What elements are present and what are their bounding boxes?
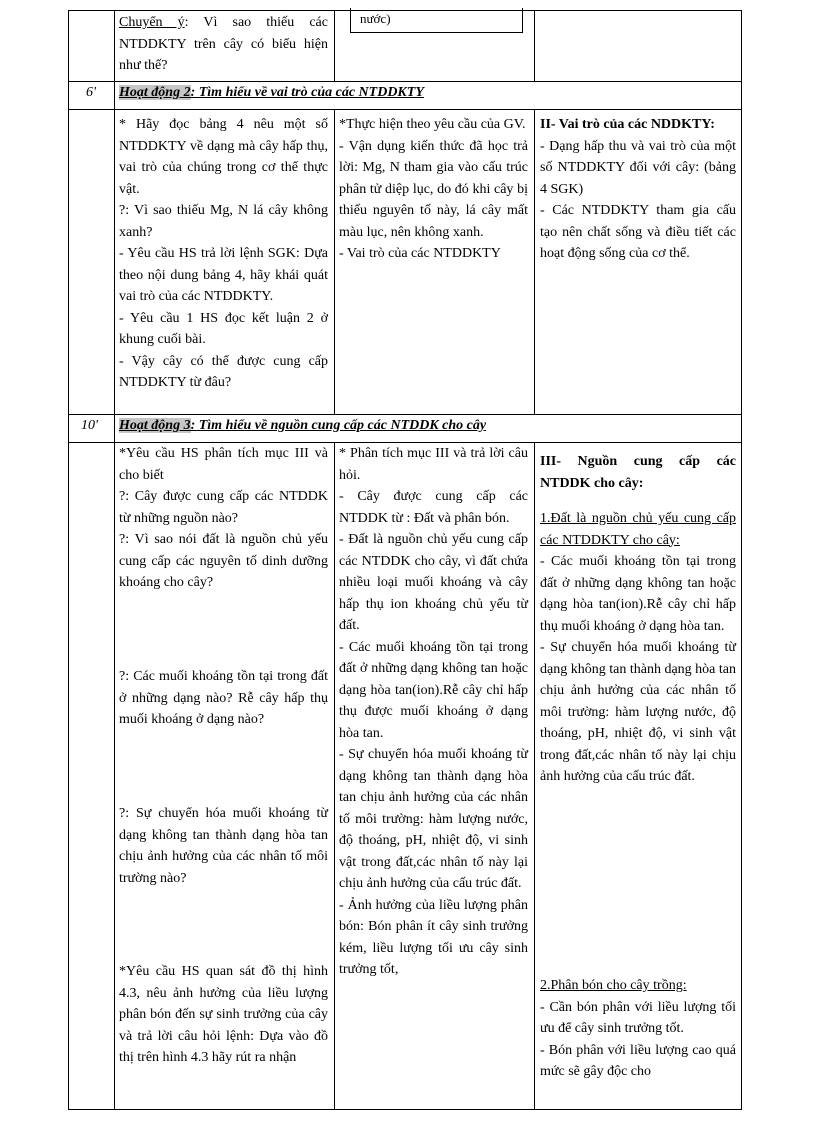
time-label: 6' [86, 85, 96, 100]
column-divider-student [534, 109, 535, 414]
section-title: II- Vai trò của các NDDKTY: [540, 117, 715, 132]
table-border-bottom [68, 1109, 742, 1110]
transition-question [119, 12, 328, 77]
teacher-activity-item: - Yêu cầu HS trả lời lệnh SGK: Dựa theo nội dung bảng 4, hãy khái quát vai trò của các NTDDKTY. [119, 246, 328, 304]
teacher-activity-item: ?: Vì sao thiếu Mg, N lá cây không xanh? [119, 203, 328, 240]
teacher-activity-item: ?: Sự chuyển hóa muối khoáng từ dạng không tan thành dạng hòa tan chịu ảnh hưởng của các nhân tố môi trường nào? [119, 806, 328, 886]
lesson-table [68, 10, 742, 1110]
activity-heading-label: Hoạt động 2 [119, 85, 191, 100]
table-border-left [68, 10, 69, 1110]
student-activity-item: - Các muối khoáng tồn tại trong đất ở những dạng không tan hoặc dạng hòa tan(ion).Rễ cây chỉ hấp thụ được muối khoáng ở dạng hòa tan. [339, 639, 528, 741]
teacher-activity-item: - Vậy cây có thể được cung cấp NTDDKTY từ đâu? [119, 353, 328, 390]
teacher-activity-item: ?: Các muối khoáng tồn tại trong đất ở những dạng nào? Rễ cây hấp thụ muối khoáng ở dạng nào? [119, 669, 328, 727]
column-divider-student [534, 442, 535, 1110]
column-divider-time [114, 10, 115, 1110]
teacher-activity-cell [119, 114, 328, 394]
column-divider-student [534, 10, 535, 81]
row-divider [68, 81, 742, 82]
teacher-activity-item: * Hãy đọc bảng 4 nêu một số NTDDKTY về dạng mà cây hấp thụ, vai trò của chúng trong cơ thể thực vật. [119, 117, 328, 197]
student-answer-box [350, 8, 523, 33]
activity-heading [119, 418, 486, 434]
lesson-content-cell [540, 975, 736, 1083]
teacher-activity-item: *Yêu cầu HS phân tích mục III và cho biết [119, 446, 328, 483]
activity-heading [119, 85, 424, 101]
content-item: - Sự chuyển hóa muối khoáng từ dạng không tan thành dạng hòa tan chịu ảnh hưởng của các nhân tố môi trường: hàm lượng nước, độ thoáng, pH, nhiệt độ, vi sinh vật trong đất,các nhân tố này lại chịu ảnh hưởng của cấu trúc đất. [540, 640, 736, 784]
transition-label: Chuyển ý [119, 15, 185, 30]
student-activity-item: * Phân tích mục III và trả lời câu hỏi. [339, 446, 528, 483]
lesson-content-cell [540, 114, 736, 265]
row-divider [68, 414, 742, 415]
teacher-activity-item: - Yêu cầu 1 HS đọc kết luận 2 ở khung cuối bài. [119, 310, 328, 347]
student-activity-item: - Ảnh hưởng của liều lượng phân bón: Bón phân ít cây sinh trưởng kém, liều lượng tối ưu cây sinh trưởng tốt, [339, 897, 528, 977]
row-divider [68, 109, 742, 110]
student-activity-cell [339, 443, 528, 981]
subsection-title: 2.Phân bón cho cây trồng: [540, 978, 687, 993]
transition-text: : Vì sao thiếu các NTDDKTY trên cây có biểu hiện như thế? [119, 15, 328, 73]
table-border-right [741, 10, 742, 1110]
student-answer-text: nước) [360, 11, 391, 26]
activity-heading-text: : Tìm hiểu về nguồn cung cấp các NTDDK cho cây [190, 418, 487, 433]
column-divider-teacher [334, 442, 335, 1110]
content-item: - Cần bón phân với liều lượng tối ưu để cây sinh trưởng tốt. [540, 999, 736, 1036]
teacher-activity-item: ?: Cây được cung cấp các NTDDK từ những nguồn nào? [119, 489, 328, 526]
content-item: - Các muối khoáng tồn tại trong đất ở những dạng không tan hoặc dạng hòa tan(ion).Rễ cây chỉ hấp thụ muối khoáng ở dạng hòa tan. [540, 554, 736, 634]
content-item: - Bón phân với liều lượng cao quá mức sẽ gây độc cho [540, 1042, 736, 1079]
student-activity-item: - Cây được cung cấp các NTDDK từ : Đất và phân bón. [339, 489, 528, 526]
student-activity-item: *Thực hiện theo yêu cầu của GV. [339, 117, 526, 132]
column-divider-teacher [334, 109, 335, 414]
column-divider-teacher [334, 10, 335, 81]
student-activity-item: - Sự chuyển hóa muối khoáng từ dạng không tan thành dạng hòa tan chịu ảnh hưởng của các nhân tố môi trường: hàm lượng nước, độ thoáng, pH, nhiệt độ, vi sinh vật trong đất,các nhân tố này lại chịu ảnh hưởng của cấu trúc đất. [339, 747, 528, 891]
section-title: III- Nguồn cung cấp các NTDDK cho cây: [540, 454, 736, 491]
activity-heading-label: Hoạt động 3 [119, 418, 191, 433]
activity-heading-text: : Tìm hiểu về vai trò của các NTDDKTY [190, 85, 424, 100]
content-item: - Dạng hấp thu và vai trò của một số NTDDKTY đối với cây: (bảng 4 SGK) [540, 138, 736, 197]
teacher-activity-item: ?: Vì sao nói đất là nguồn chủ yếu cung cấp các nguyên tố dinh dưỡng khoáng cho cây? [119, 532, 328, 590]
student-activity-cell [339, 114, 528, 265]
lesson-content-cell [540, 508, 736, 788]
student-activity-item: - Vận dụng kiến thức đã học trả lời: Mg, N tham gia vào cấu trúc phân tử diệp lục, do đó khi cây bị thiếu nguyên tố này, lá cây mất màu lục, nên không xanh. [339, 138, 528, 240]
teacher-activity-item: *Yêu cầu HS quan sát đồ thị hình 4.3, nêu ảnh hưởng của liều lượng phân bón đến sự sinh trưởng của cây và trả lời câu hỏi lệnh: Dựa vào đồ thị trên hình 4.3 hãy rút ra nhận [119, 964, 328, 1065]
student-activity-item: - Vai trò của các NTDDKTY [339, 246, 501, 261]
student-activity-item: - Đất là nguồn chủ yếu cung cấp các NTDDK cho cây, vì đất chứa nhiều loại muối khoáng và cây hấp thụ ion khoáng chủ yếu từ đất. [339, 532, 528, 633]
subsection-title: 1.Đất là nguồn chủ yếu cung cấp các NTDDKTY cho cây: [540, 511, 736, 548]
time-label: 10' [81, 418, 98, 433]
content-item: - Các NTDDKTY tham gia cấu tạo nên chất sống và điều tiết các hoạt động sống của cơ thể. [540, 203, 736, 261]
